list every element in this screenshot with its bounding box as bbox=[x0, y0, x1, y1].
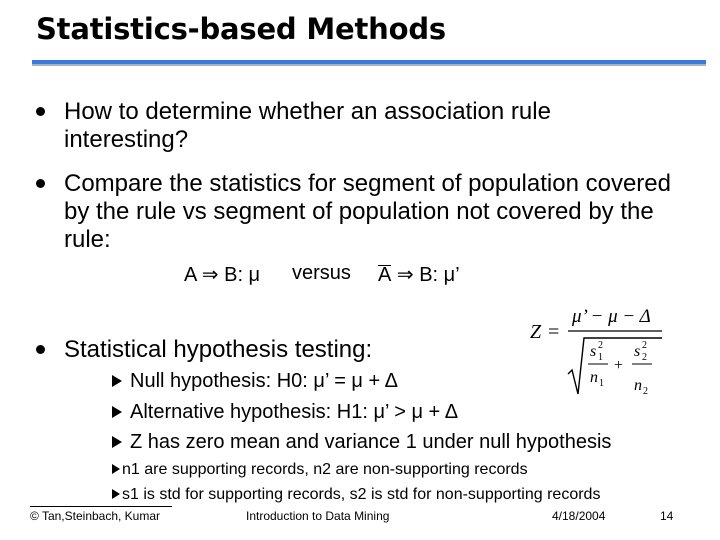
sub-bullet-1-text: Null hypothesis: H0: μ’ = μ + Δ bbox=[130, 370, 399, 392]
formula-s1-sub: 1 bbox=[598, 352, 603, 363]
bullet-dot-icon bbox=[36, 179, 45, 188]
footer-rule bbox=[30, 506, 172, 507]
slide-title: Statistics-based Methods bbox=[36, 12, 446, 46]
sub-bullet-2-text: Alternative hypothesis: H1: μ’ > μ + Δ bbox=[130, 401, 459, 423]
sub-bullet-3-text: Z has zero mean and variance 1 under null hypothesis bbox=[130, 431, 612, 453]
formula-n2: n bbox=[634, 377, 642, 394]
bullet-3-text: Statistical hypothesis testing: bbox=[64, 336, 373, 363]
footer-course: Introduction to Data Mining bbox=[246, 509, 390, 523]
rule-left: A ⇒ B: μ bbox=[184, 264, 261, 286]
z-statistic-formula bbox=[528, 298, 678, 408]
triangle-bullet-icon bbox=[112, 489, 120, 499]
rule-right-rest: ⇒ B: μ’ bbox=[391, 264, 460, 286]
formula-lhs: Z bbox=[530, 321, 542, 343]
formula-n1: n bbox=[590, 369, 598, 386]
formula-s1: s bbox=[590, 343, 597, 360]
triangle-bullet-icon bbox=[112, 464, 120, 474]
formula-n2-sub: 2 bbox=[643, 386, 648, 397]
footer-page-number: 14 bbox=[660, 509, 674, 523]
triangle-bullet-icon bbox=[112, 436, 122, 448]
rule-versus: versus bbox=[292, 262, 351, 284]
footer-copyright: © Tan,Steinbach, Kumar bbox=[30, 509, 161, 523]
sub-sub-bullet-1-text: n1 are supporting records, n2 are non-supporting records bbox=[122, 461, 528, 478]
rule-right bbox=[378, 262, 460, 287]
triangle-bullet-icon bbox=[112, 375, 122, 387]
triangle-bullet-icon bbox=[112, 406, 122, 418]
formula-s2: s bbox=[634, 343, 641, 360]
rule-right-antecedent-negated: A bbox=[378, 264, 392, 286]
bullet-2-text: Compare the statistics for segment of population covered by the rule vs segment of population not covered by the rule: bbox=[64, 170, 671, 253]
bullet-dot-icon bbox=[36, 107, 45, 116]
formula-s1-sup: 2 bbox=[598, 340, 603, 351]
formula-s2-sub: 2 bbox=[642, 352, 647, 363]
formula-equals: = bbox=[548, 321, 560, 343]
title-underline-grey bbox=[32, 64, 706, 66]
bullet-dot-icon bbox=[36, 345, 45, 354]
footer-date: 4/18/2004 bbox=[552, 509, 606, 523]
bullet-1-text: How to determine whether an association rule interesting? bbox=[64, 98, 551, 153]
formula-plus: + bbox=[614, 357, 624, 374]
formula-n1-sub: 1 bbox=[599, 378, 604, 389]
formula-s2-sup: 2 bbox=[642, 340, 647, 351]
formula-numerator: μ’ − μ − Δ bbox=[572, 306, 651, 327]
sub-sub-bullet-2-text: s1 is std for supporting records, s2 is std for non-supporting records bbox=[122, 486, 601, 503]
